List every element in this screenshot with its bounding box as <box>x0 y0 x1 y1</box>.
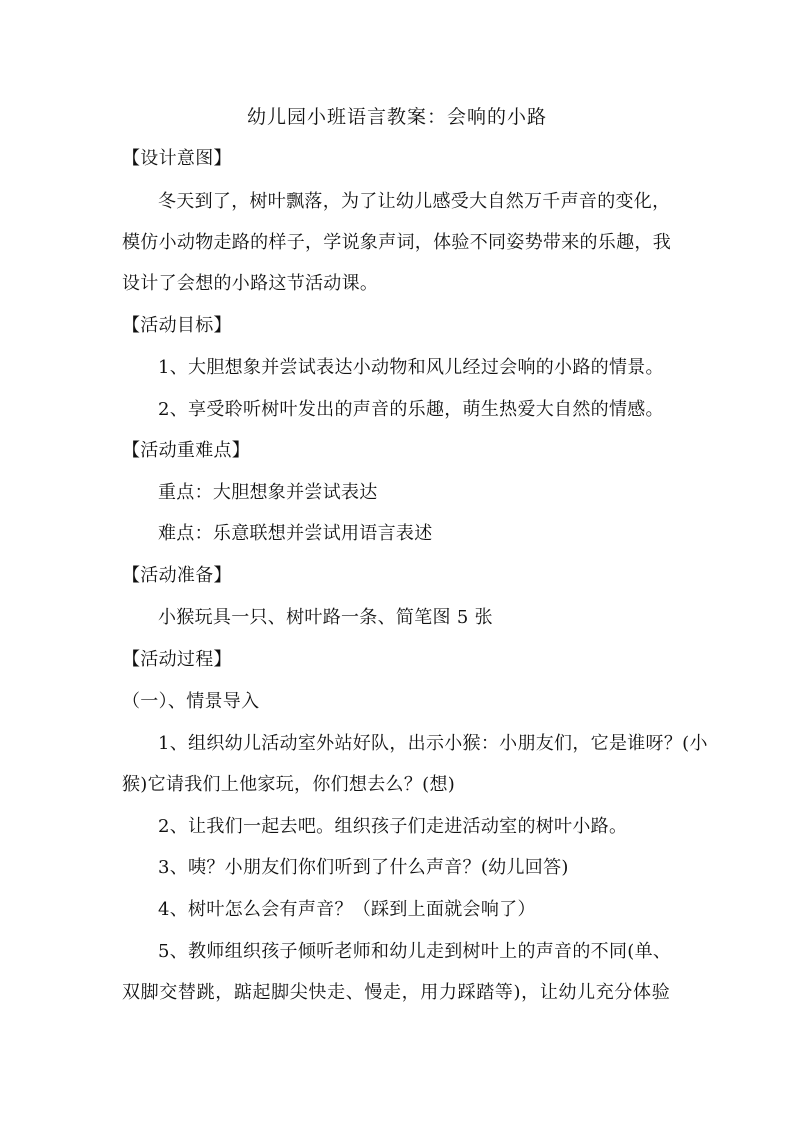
design-intent-line-2: 模仿小动物走路的样子，学说象声词，体验不同姿势带来的乐趣，我 <box>122 232 671 253</box>
design-intent-line-3: 设计了会想的小路这节活动课。 <box>122 273 379 294</box>
preparation-text: 小猴玩具一只、树叶路一条、简笔图 5 张 <box>158 607 493 628</box>
page-title: 幼儿园小班语言教案：会响的小路 <box>246 106 547 128</box>
key-points-heading: 【活动重难点】 <box>122 440 251 461</box>
preparation-heading: 【活动准备】 <box>122 565 232 586</box>
design-intent-line-1: 冬天到了，树叶飘落，为了让幼儿感受大自然万千声音的变化， <box>158 191 671 212</box>
process-step-4: 4、树叶怎么会有声音？（踩到上面就会响了） <box>158 899 536 920</box>
goal-item-1: 1、大胆想象并尝试表达小动物和风儿经过会响的小路的情景。 <box>158 357 664 378</box>
process-step-1-line-1: 1、组织幼儿活动室外站好队，出示小猴：小朋友们，它是谁呀？(小 <box>158 733 708 754</box>
key-point-item-2: 难点：乐意联想并尝试用语言表述 <box>158 523 433 544</box>
process-step-2: 2、让我们一起去吧。组织孩子们走进活动室的树叶小路。 <box>158 816 628 837</box>
process-section-1: （一）、情景导入 <box>122 691 260 712</box>
design-intent-heading: 【设计意图】 <box>122 148 232 169</box>
process-heading: 【活动过程】 <box>122 649 232 670</box>
key-point-item-1: 重点：大胆想象并尝试表达 <box>158 482 378 503</box>
process-step-3: 3、咦？小朋友们你们听到了什么声音？(幼儿回答) <box>158 857 569 878</box>
goals-heading: 【活动目标】 <box>122 315 232 336</box>
process-step-1-line-2: 猴)它请我们上他家玩，你们想去么？(想) <box>122 774 456 795</box>
process-step-5-line-2: 双脚交替跳，踮起脚尖快走、慢走，用力踩踏等)，让幼儿充分体验 <box>122 982 670 1003</box>
process-step-5-line-1: 5、教师组织孩子倾听老师和幼儿走到树叶上的声音的不同(单、 <box>158 941 672 962</box>
goal-item-2: 2、享受聆听树叶发出的声音的乐趣，萌生热爱大自然的情感。 <box>158 399 664 420</box>
